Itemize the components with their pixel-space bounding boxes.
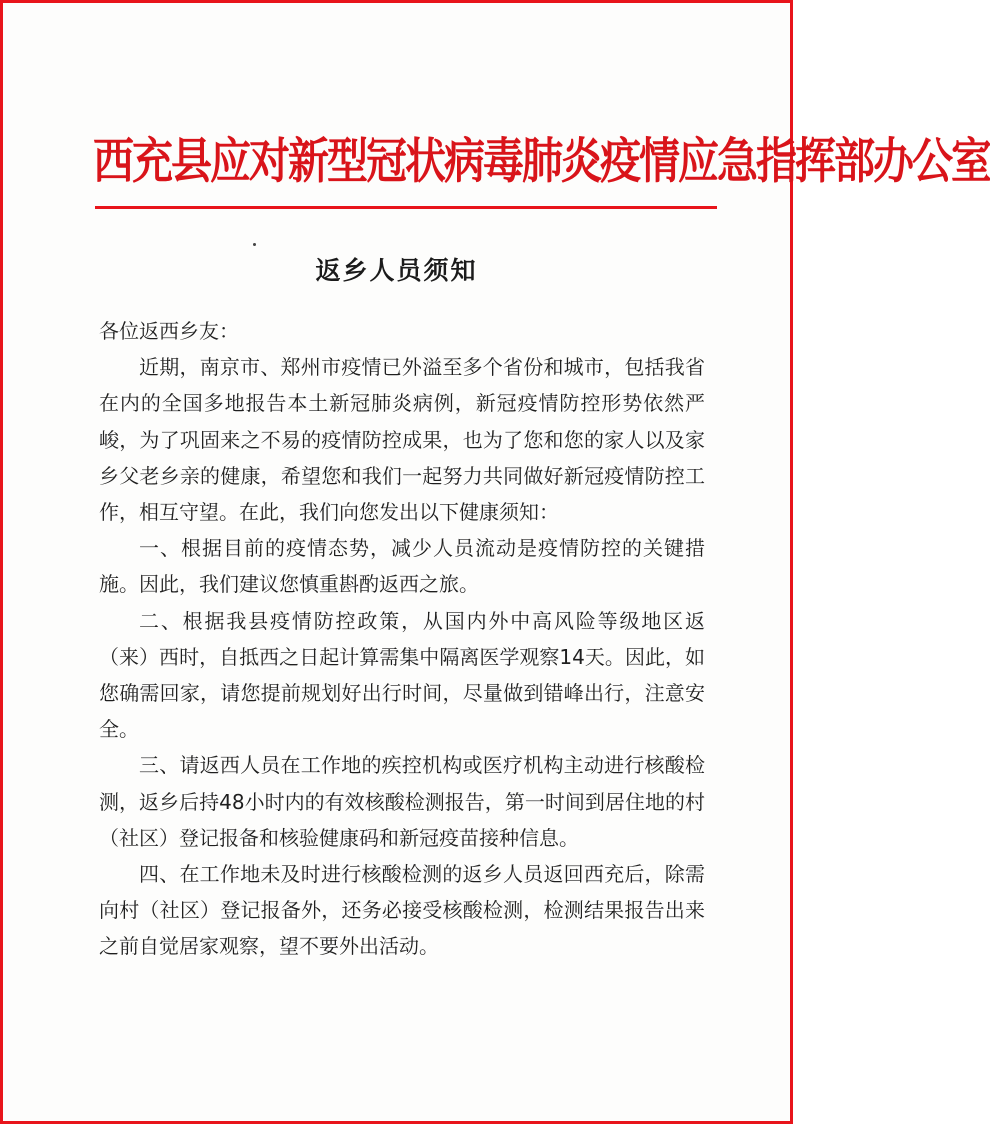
document-title: 返乡人员须知	[315, 256, 478, 285]
paragraph-item-2: 二、根据我县疫情防控政策，从国内外中高风险等级地区返（来）西时，自抵西之日起计算需集中隔离医学观察14天。因此，如您确需回家，请您提前规划好出行时间，尽量做到错峰出行，注意安全。	[99, 608, 705, 742]
scan-speck	[253, 243, 256, 246]
document-body	[99, 313, 705, 965]
paragraph-item-1: 一、根据目前的疫情态势，减少人员流动是疫情防控的关键措施。因此，我们建议您慎重斟酌返西之旅。	[99, 536, 705, 597]
paragraph-intro: 近期，南京市、郑州市疫情已外溢至多个省份和城市，包括我省在内的全国多地报告本土新冠肺炎病例，新冠疫情防控形势依然严峻，为了巩固来之不易的疫情防控成果，也为了您和您的家人以及家乡父老乡亲的健康，希望您和我们一起努力共同做好新冠疫情防控工作，相互守望。在此，我们向您发出以下健康须知：	[99, 355, 705, 525]
issuer-header-title: 西充县应对新型冠状病毒肺炎疫情应急指挥部办公室	[93, 132, 990, 190]
header-red-rule	[95, 206, 717, 209]
paragraph-item-3: 三、请返西人员在工作地的疾控机构或医疗机构主动进行核酸检测，返乡后持48小时内的有效核酸检测报告，第一时间到居住地的村（社区）登记报备和核验健康码和新冠疫苗接种信息。	[99, 753, 705, 850]
paragraph-item-4: 四、在工作地未及时进行核酸检测的返乡人员返回西充后，除需向村（社区）登记报备外，还务必接受核酸检测，检测结果报告出来之前自觉居家观察，望不要外出活动。	[99, 862, 705, 959]
salutation: 各位返西乡友：	[99, 319, 239, 343]
